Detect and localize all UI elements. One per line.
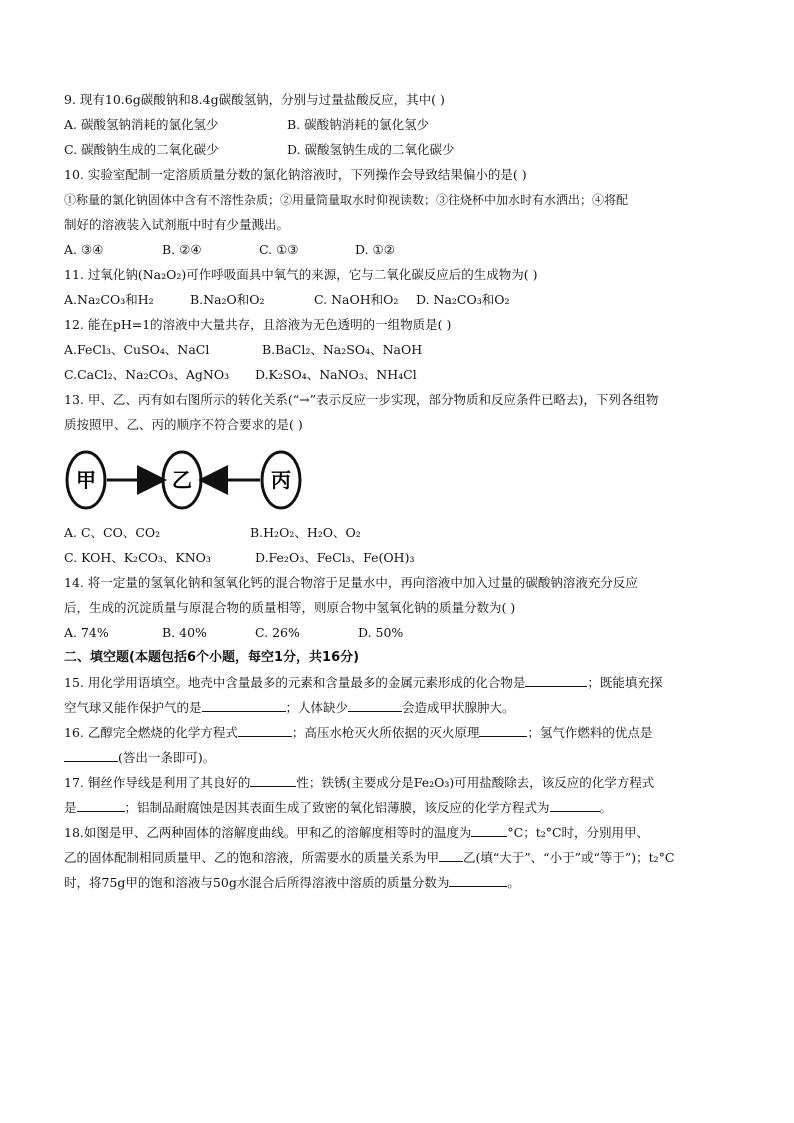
q10-option-a: A. ③④ — [64, 242, 104, 257]
q18-line3 — [64, 874, 734, 892]
q16-text-2: ；高压水枪灭火所依据的灭火原理 — [291, 725, 480, 740]
q14-option-b: B. 40% — [162, 625, 207, 640]
q14-line2: 后，生成的沉淀质量与原混合物的质量相等，则原合物中氢氧化钠的质量分数为( ) — [64, 600, 516, 615]
q14-option-c: C. 26% — [255, 625, 300, 640]
q13-option-b: B.H₂O₂、H₂O、O₂ — [250, 525, 361, 540]
q16-blank-2[interactable] — [479, 724, 527, 737]
q16-line2 — [64, 749, 734, 767]
q18-blank-1[interactable] — [471, 824, 507, 837]
q17-text-1: 17. 铜丝作导线是利用了其良好的 — [64, 775, 251, 790]
q10-option-c: C. ①③ — [259, 242, 299, 257]
q11-option-d: D. Na₂CO₃和O₂ — [416, 292, 510, 307]
q9-option-a: A. 碳酸氢钠消耗的氯化氢少 — [64, 117, 219, 132]
q15-line2 — [64, 699, 734, 717]
q15-blank-1[interactable] — [525, 674, 587, 687]
node-bing — [262, 452, 300, 508]
q17-line1 — [64, 774, 734, 792]
q11-option-a: A.Na₂CO₃和H₂ — [64, 292, 154, 307]
q13-option-c: C. KOH、K₂CO₃、KNO₃ — [64, 550, 211, 565]
q18-text-4: 乙(填“大于”、“小于”或“等于”)；t₂°C — [463, 850, 675, 865]
q9-option-b: B. 碳酸钠消耗的氯化氢少 — [287, 117, 430, 132]
node-yi — [163, 452, 201, 508]
q10-line2: ①称量的氯化钠固体中含有不溶性杂质；②用量筒量取水时仰视读数；③往烧杯中加水时有水洒出；④将配 — [64, 193, 629, 207]
q13-option-a: A. C、CO、CO₂ — [64, 525, 161, 540]
q11-option-c: C. NaOH和O₂ — [314, 292, 399, 307]
section-2-heading: 二、填空题(本题包括6个小题，每空1分，共16分) — [64, 650, 360, 665]
q12-option-d: D.K₂SO₄、NaNO₃、NH₄Cl — [255, 367, 417, 382]
q10-stem: 10. 实验室配制一定溶质质量分数的氯化钠溶液时，下列操作会导致结果偏小的是( ) — [64, 167, 527, 182]
q9-stem: 9. 现有10.6g碳酸钠和8.4g碳酸氢钠，分别与过量盐酸反应，其中( ) — [64, 92, 445, 107]
q16-text-4: (答出一条即可)。 — [118, 750, 216, 765]
q12-stem: 12. 能在pH=1的溶液中大量共存，且溶液为无色透明的一组物质是( ) — [64, 317, 452, 332]
q11-stem: 11. 过氧化钠(Na₂O₂)可作呼吸面具中氧气的来源，它与二氧化碳反应后的生成物为( ) — [64, 267, 538, 282]
q13-option-d: D.Fe₂O₃、FeCl₃、Fe(OH)₃ — [255, 550, 415, 565]
q10-option-d: D. ①② — [355, 242, 395, 257]
q18-line1 — [64, 824, 734, 842]
q9-option-c: C. 碳酸钠生成的二氧化碳少 — [64, 142, 219, 157]
q15-text-1: 15. 用化学用语填空。地壳中含量最多的元素和含量最多的金属元素形成的化合物是 — [64, 675, 526, 690]
q15-line1 — [64, 674, 734, 692]
q10-option-b: B. ②④ — [162, 242, 202, 257]
q18-text-1: 18.如图是甲、乙两种固体的溶解度曲线。甲和乙的溶解度相等时的温度为 — [64, 825, 472, 840]
q18-blank-2[interactable] — [439, 849, 463, 862]
q17-blank-2[interactable] — [77, 799, 125, 812]
q13-line2: 质按照甲、乙、丙的顺序不符合要求的是( ) — [64, 417, 303, 432]
q9-option-d: D. 碳酸氢钠生成的二氧化碳少 — [287, 142, 455, 157]
q17-text-5: 。 — [599, 800, 613, 815]
q18-text-5: 时，将75g甲的饱和溶液与50g水混合后所得溶液中溶质的质量分数为 — [64, 875, 450, 890]
q15-text-3: 空气球又能作保护气的是 — [64, 700, 202, 715]
conversion-diagram — [64, 446, 304, 514]
q16-text-3: ；氢气作燃料的优点是 — [527, 725, 653, 740]
q15-blank-2[interactable] — [202, 699, 286, 712]
q14-stem: 14. 将一定量的氢氧化钠和氢氧化钙的混合物溶于足量水中，再向溶液中加入过量的碳酸钠溶液充分反应 — [64, 575, 638, 590]
q10-line3: 制好的溶液装入试剂瓶中时有少量溅出。 — [64, 217, 290, 232]
q17-blank-3[interactable] — [550, 799, 600, 812]
q18-text-3: 乙的固体配制相同质量甲、乙的饱和溶液，所需要水的质量关系为甲 — [64, 850, 440, 865]
q11-option-b: B.Na₂O和O₂ — [190, 292, 265, 307]
q15-text-4: ；人体缺少 — [285, 700, 349, 715]
q14-option-d: D. 50% — [358, 625, 404, 640]
q17-text-4: ；铝制品耐腐蚀是因其表面生成了致密的氧化铝薄膜，该反应的化学方程式为 — [124, 800, 550, 815]
q16-blank-3[interactable] — [64, 749, 118, 762]
q17-blank-1[interactable] — [250, 774, 296, 787]
q12-option-a: A.FeCl₃、CuSO₄、NaCl — [64, 342, 210, 357]
q16-blank-1[interactable] — [238, 724, 292, 737]
node-jia-label: 甲 — [76, 468, 96, 492]
q15-text-5: 会造成甲状腺肿大。 — [402, 700, 515, 715]
q17-text-3: 是 — [64, 800, 77, 815]
node-yi-label: 乙 — [172, 468, 192, 492]
q18-line2 — [64, 849, 734, 867]
q16-text-1: 16. 乙醇完全燃烧的化学方程式 — [64, 725, 238, 740]
q12-option-c: C.CaCl₂、Na₂CO₃、AgNO₃ — [64, 367, 230, 382]
q14-option-a: A. 74% — [64, 625, 109, 640]
node-jia — [67, 452, 105, 508]
q15-blank-3[interactable] — [348, 699, 402, 712]
q16-line1 — [64, 724, 734, 742]
q12-option-b: B.BaCl₂、Na₂SO₄、NaOH — [262, 342, 423, 357]
q13-stem: 13. 甲、乙、丙有如右图所示的转化关系(“→”表示反应一步实现，部分物质和反应条件已略去)，下列各组物 — [64, 392, 659, 407]
q18-blank-3[interactable] — [449, 874, 507, 887]
q15-text-2: ；既能填充探 — [587, 675, 663, 690]
q17-line2 — [64, 799, 734, 817]
q17-text-2: 性；铁锈(主要成分是Fe₂O₃)可用盐酸除去，该反应的化学方程式 — [296, 775, 655, 790]
q18-text-6: 。 — [507, 875, 520, 890]
q18-text-2: °C；t₂°C时，分别用甲、 — [507, 825, 650, 840]
node-bing-label: 丙 — [271, 468, 291, 492]
